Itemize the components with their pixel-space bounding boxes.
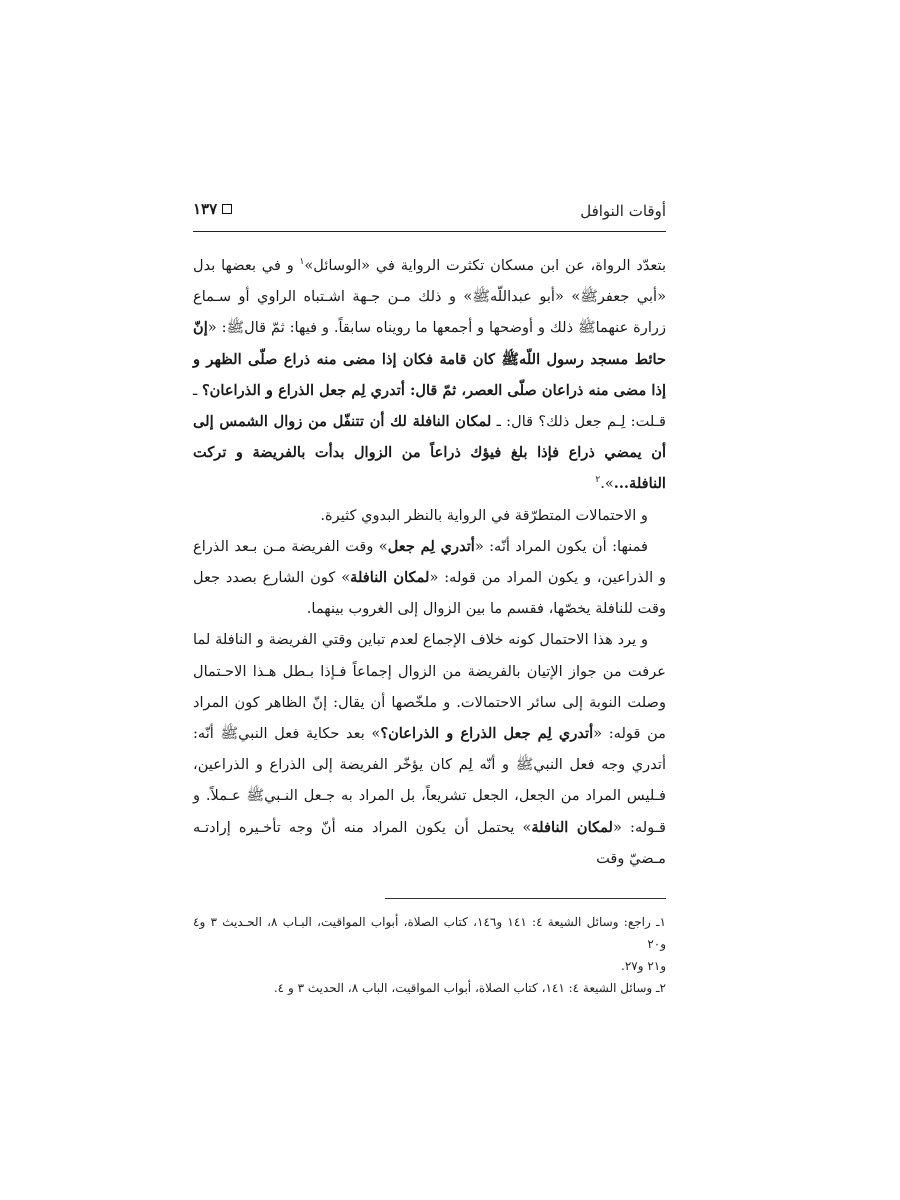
- text-run: » كون الشارع بصدد جعل وقت للنافلة يخصّها، فقسم ما بين الزوال إلى الغروب بينهما.: [193, 569, 666, 618]
- text-run: » بعد حكاية فعل النبيﷺ أنّه: أتدري وجه فعل النبيﷺ و أنّه لِم كان يؤخّر الفريضة إلى الذراع و الذراعين، فـليس المراد من الجعل، الجعل تشريعاً، بل المراد به جـعل النـبيﷺ عـملاً. و قـوله: «: [193, 725, 667, 836]
- footnote-1-continued: و٢١ و٢٧.: [620, 959, 666, 973]
- square-ornament-icon: [222, 204, 232, 214]
- main-text: [193, 250, 666, 874]
- page-number: [193, 200, 232, 218]
- paragraph-2: و الاحتمالات المتطرّقة في الرواية بالنظر البدوي كثيرة.: [320, 506, 648, 524]
- running-title: أوقات النوافل: [580, 202, 666, 220]
- text-run: ـ قـلت: لِـم جعل ذلك؟ قال: ـ: [193, 381, 667, 431]
- page-header: [193, 198, 666, 228]
- bold-quote: لمكان النافلة: [531, 818, 613, 836]
- footnote-ref-1: ١: [299, 257, 305, 268]
- paragraph-4: [193, 624, 666, 874]
- footnote-ref-2: ٢: [595, 475, 601, 486]
- footnotes: [193, 911, 666, 999]
- paragraph-3: [193, 531, 666, 625]
- text-run: و في بعضها بدل «أبي جعفرﷺ» «أبو عبداللّهﷺ» و ذلك مـن جـهة اشـتباه الراوي أو سـماع زرارة عنهماﷺ ذلك و أوضحها و أجمعها ما رويناه سابقاً. و فيها: ثمّ قالﷺ: «: [193, 257, 666, 337]
- text-run: » يحتمل أن يكون المراد منه أنّ وجه تأخـيره إرادتـه مـضيّ وقت: [193, 818, 666, 867]
- text-run: فمنها: أن يكون المراد أنّه: «: [474, 537, 648, 555]
- bold-quote: لمكان النافلة: [350, 569, 430, 587]
- paragraph-1: [193, 250, 666, 500]
- header-divider: [193, 231, 666, 232]
- bold-quote: أتدري لِم جعل: [387, 537, 475, 555]
- text-run: » وقت الفريضة مـن بـعد الذراع و الذراعين، و يكون المراد من قوله: «: [193, 537, 666, 587]
- footnote-1: ١ـ راجع: وسائل الشيعة ٤: ١٤١ و١٤٦، كتاب الصلاة، أبواب المواقيت، البـاب ٨، الحـديث ٣ و٤ و٢٠: [193, 915, 666, 951]
- footnote-divider: [385, 898, 666, 899]
- bold-quote: إنّ حائط مسجد رسول اللّهﷺ كان قامة فكان إذا مضى منه ذراع صلّى الظهر و إذا مضى منه ذراعان صلّى العصر، ثمّ قال: أتدري لِم جعل الذراع و الذراعان؟: [193, 319, 666, 399]
- bold-quote: أتدري لِم جعل الذراع و الذراعان؟: [380, 725, 594, 743]
- text-run: و يرد هذا الاحتمال كونه خلاف الإجماع لعدم تباين وقتي الفريضة و النافلة لما عرفت من جواز الإتيان بالفريضة من الزوال إجماعاً فـإذا بـطل هـذا الاحـتمال وصلت النوبة إلى سائر الاحتمالات. و ملخّصها أن يقال: إنّ الظاهر كون المراد من قوله: «: [193, 631, 666, 743]
- footnote-2: ٢ـ وسائل الشيعة ٤: ١٤١، كتاب الصلاة، أبواب المواقيت، الباب ٨، الحديث ٣ و ٤.: [273, 981, 666, 995]
- page-number-value: ١٣٧: [193, 200, 218, 218]
- text-run: ».: [600, 475, 614, 493]
- text-run: بتعدّد الرواة، عن ابن مسكان تكثرت الرواية في «الوسائل»: [304, 257, 667, 274]
- bold-quote: لمكان النافلة لك أن تتنفّل من زوال الشمس إلى أن يمضي ذراع فإذا بلغ فيؤك ذراعاً من الزوال بدأت بالفريضة و تركت النافلة...: [193, 413, 666, 493]
